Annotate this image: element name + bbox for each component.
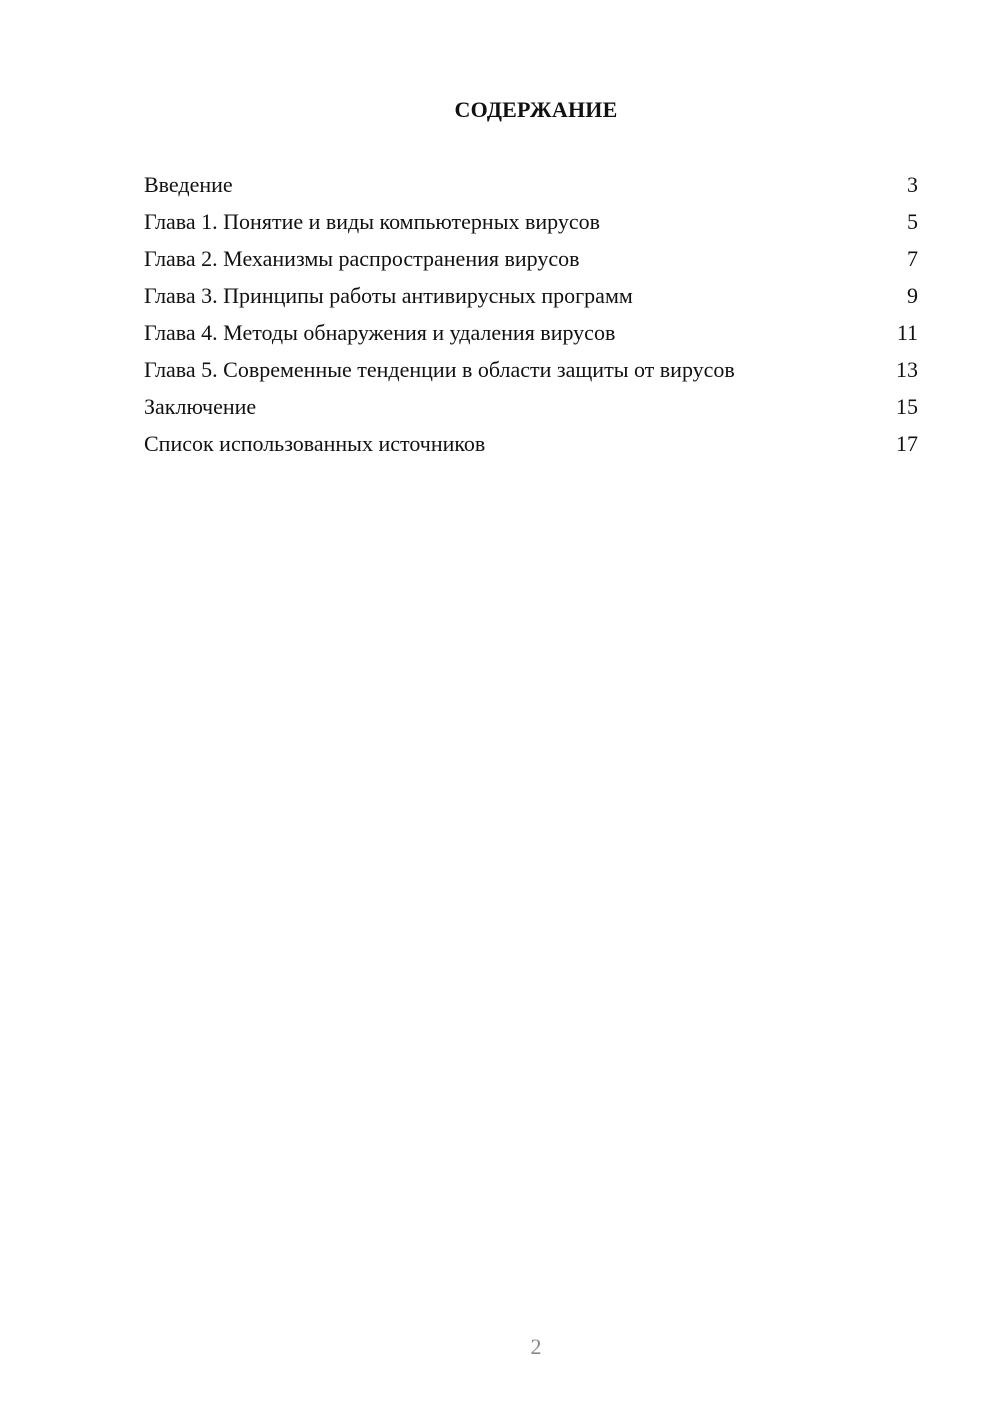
toc-item-page: 5 [907,209,918,234]
toc-item-label: Глава 1. Понятие и виды компьютерных вирусов [144,209,600,234]
page-title: СОДЕРЖАНИЕ [454,97,618,122]
toc-item-page: 11 [896,320,918,345]
page-number: 2 [530,1334,542,1359]
toc-item-page: 17 [896,431,918,456]
toc-item-label: Список использованных источников [144,431,486,456]
toc-item-label: Глава 5. Современные тенденции в области защиты от вирусов [144,357,735,382]
toc-item-label: Глава 4. Методы обнаружения и удаления вирусов [144,320,616,345]
toc-item-chapter-2 [144,244,918,281]
toc-item-label: Заключение [144,394,257,419]
toc-item-chapter-3 [144,281,918,318]
toc-item-page: 9 [907,283,918,308]
toc-item-chapter-5 [144,355,918,392]
toc-item-label: Введение [144,172,233,197]
table-of-contents [144,170,918,466]
toc-item-page: 15 [896,394,918,419]
toc-item-page: 13 [896,357,918,382]
toc-item-references [144,429,918,466]
toc-item-conclusion [144,392,918,429]
toc-item-introduction [144,170,918,207]
toc-item-chapter-4 [144,318,918,355]
toc-item-chapter-1 [144,207,918,244]
toc-item-label: Глава 3. Принципы работы антивирусных программ [144,283,633,308]
toc-item-label: Глава 2. Механизмы распространения вирусов [144,246,580,271]
toc-item-page: 7 [907,246,918,271]
toc-item-page: 3 [907,172,918,197]
